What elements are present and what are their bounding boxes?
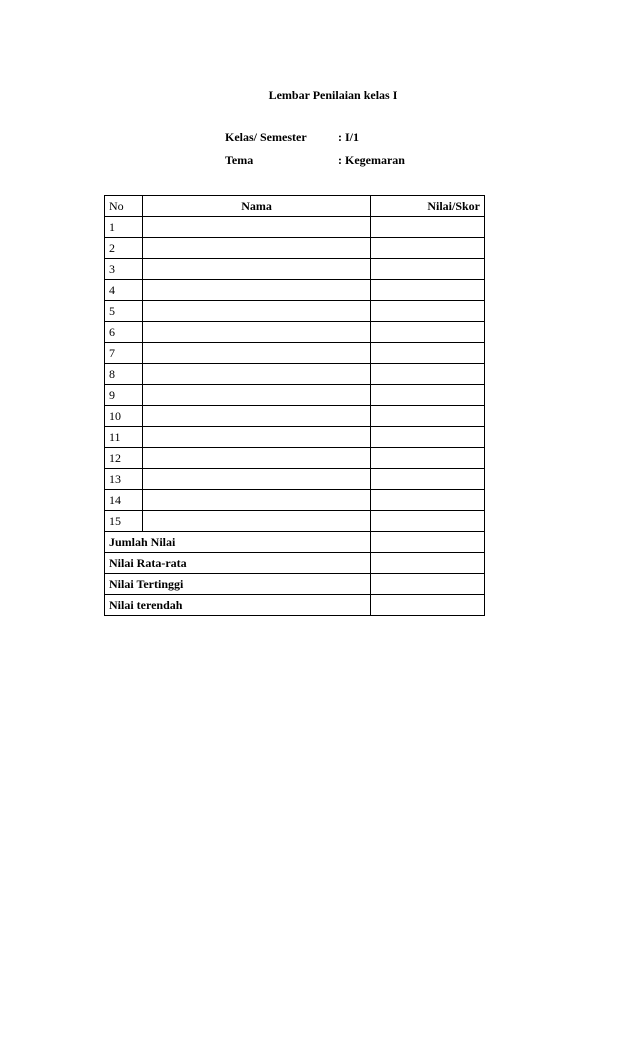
- table-row: [105, 385, 485, 406]
- table-row: [105, 301, 485, 322]
- summary-value-cell[interactable]: [371, 574, 485, 595]
- summary-value-cell[interactable]: [371, 553, 485, 574]
- table-row: [105, 469, 485, 490]
- row-number: 14: [105, 490, 143, 511]
- nama-cell[interactable]: [142, 385, 370, 406]
- summary-label: Nilai Rata-rata: [105, 553, 371, 574]
- table-row: [105, 427, 485, 448]
- row-number: 11: [105, 427, 143, 448]
- nilai-cell[interactable]: [371, 301, 485, 322]
- nama-cell[interactable]: [142, 217, 370, 238]
- nilai-cell[interactable]: [371, 427, 485, 448]
- document-title: Lembar Penilaian kelas I: [268, 88, 398, 102]
- row-number: 12: [105, 448, 143, 469]
- table-row: [105, 406, 485, 427]
- table-row: [105, 322, 485, 343]
- nilai-cell[interactable]: [371, 364, 485, 385]
- nilai-cell[interactable]: [371, 280, 485, 301]
- nilai-cell[interactable]: [371, 238, 485, 259]
- nama-cell[interactable]: [142, 301, 370, 322]
- summary-value-cell[interactable]: [371, 532, 485, 553]
- row-number: 13: [105, 469, 143, 490]
- nama-cell[interactable]: [142, 238, 370, 259]
- nama-cell[interactable]: [142, 406, 370, 427]
- nilai-cell[interactable]: [371, 322, 485, 343]
- nama-cell[interactable]: [142, 469, 370, 490]
- row-number: 10: [105, 406, 143, 427]
- table-row: [105, 217, 485, 238]
- table-row: [105, 490, 485, 511]
- row-number: 5: [105, 301, 143, 322]
- row-number: 7: [105, 343, 143, 364]
- summary-label: Nilai terendah: [105, 595, 371, 616]
- meta-value: : I/1: [338, 130, 359, 144]
- row-number: 4: [105, 280, 143, 301]
- assessment-table: [104, 195, 485, 616]
- nama-cell[interactable]: [142, 259, 370, 280]
- row-number: 6: [105, 322, 143, 343]
- summary-row: [105, 595, 485, 616]
- summary-row: [105, 574, 485, 595]
- row-number: 1: [105, 217, 143, 238]
- row-number: 15: [105, 511, 143, 532]
- summary-label: Jumlah Nilai: [105, 532, 371, 553]
- nilai-cell[interactable]: [371, 343, 485, 364]
- summary-value-cell[interactable]: [371, 595, 485, 616]
- table-row: [105, 343, 485, 364]
- nilai-cell[interactable]: [371, 406, 485, 427]
- meta-label: Kelas/ Semester: [225, 130, 307, 144]
- row-number: 2: [105, 238, 143, 259]
- nama-cell[interactable]: [142, 490, 370, 511]
- nilai-cell[interactable]: [371, 385, 485, 406]
- table-row: [105, 259, 485, 280]
- row-number: 3: [105, 259, 143, 280]
- summary-row: [105, 553, 485, 574]
- nilai-cell[interactable]: [371, 448, 485, 469]
- table-row: [105, 238, 485, 259]
- nilai-cell[interactable]: [371, 259, 485, 280]
- meta-kelas-semester: [225, 130, 359, 145]
- table-row: [105, 448, 485, 469]
- meta-tema: [225, 153, 405, 168]
- row-number: 9: [105, 385, 143, 406]
- meta-value: : Kegemaran: [338, 153, 405, 167]
- row-number: 8: [105, 364, 143, 385]
- nama-cell[interactable]: [142, 280, 370, 301]
- summary-row: [105, 532, 485, 553]
- table-row: [105, 511, 485, 532]
- header-nilai: Nilai/Skor: [371, 196, 485, 217]
- nama-cell[interactable]: [142, 511, 370, 532]
- nilai-cell[interactable]: [371, 469, 485, 490]
- nama-cell[interactable]: [142, 343, 370, 364]
- nama-cell[interactable]: [142, 448, 370, 469]
- summary-label: Nilai Tertinggi: [105, 574, 371, 595]
- nama-cell[interactable]: [142, 322, 370, 343]
- table-row: [105, 280, 485, 301]
- nilai-cell[interactable]: [371, 511, 485, 532]
- table-header-row: [105, 196, 485, 217]
- nilai-cell[interactable]: [371, 217, 485, 238]
- table-row: [105, 364, 485, 385]
- meta-label: Tema: [225, 153, 254, 167]
- nama-cell[interactable]: [142, 364, 370, 385]
- header-no: No: [105, 196, 143, 217]
- nilai-cell[interactable]: [371, 490, 485, 511]
- nama-cell[interactable]: [142, 427, 370, 448]
- header-nama: Nama: [142, 196, 370, 217]
